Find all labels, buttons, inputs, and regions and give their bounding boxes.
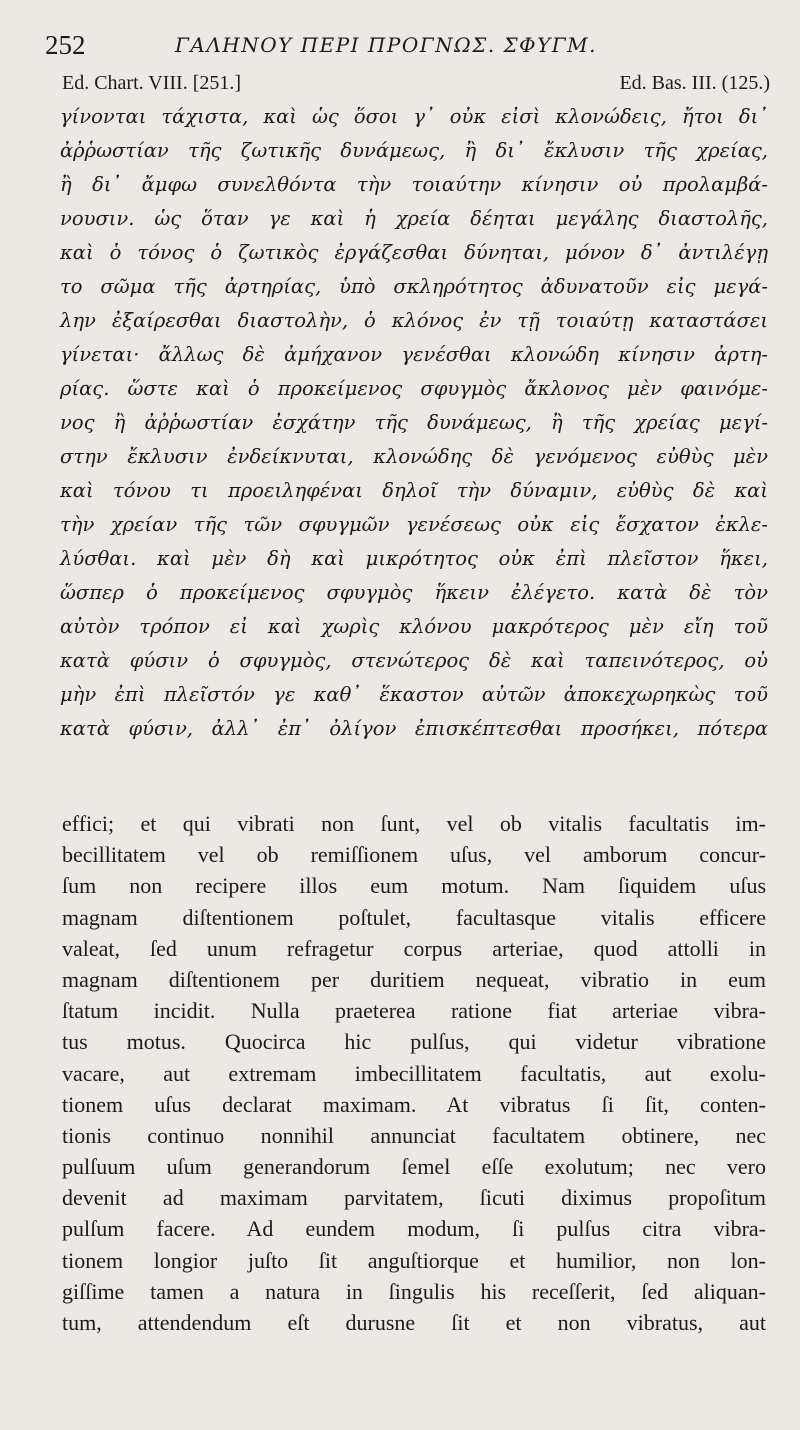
latin-text-block bbox=[62, 808, 766, 1338]
greek-line: νος ἢ ἀῤῥωστίαν ἐσχάτην τῆς δυνάμεως, ἢ τῆς χρείας μεγί- bbox=[60, 411, 768, 434]
greek-line: αὐτὸν τρόπον εἰ καὶ χωρὶς κλόνου μακρότερος μὲν εἴη τοῦ bbox=[60, 615, 768, 638]
greek-line: κατὰ φύσιν, ἀλλ᾽ ἐπ᾽ ὀλίγον ἐπισκέπτεσθαι προσήκει, πότερα bbox=[60, 717, 768, 740]
greek-line: ἢ δι᾽ ἄμφω συνελθόντα τὴν τοιαύτην κίνησιν οὐ προλαμβά- bbox=[60, 173, 768, 196]
latin-line: giſſime tamen a natura in ſingulis his receſſerit, ſed aliquan- bbox=[62, 1278, 766, 1304]
latin-line: becillitatem vel ob remiſſionem uſus, vel amborum concur- bbox=[62, 842, 766, 868]
latin-line: vacare, aut extremam imbecillitatem facultatis, aut exolu- bbox=[62, 1060, 766, 1086]
latin-line: magnam diſtentionem per duritiem nequeat, vibratio in eum bbox=[62, 966, 766, 992]
latin-line: ſum non recipere illos eum motum. Nam ſiquidem uſus bbox=[62, 873, 766, 899]
page-number: 252 bbox=[45, 30, 86, 60]
greek-line: ἀῤῥωστίαν τῆς ζωτικῆς δυνάμεως, ἢ δι᾽ ἔκλυσιν τῆς χρείας, bbox=[60, 139, 768, 162]
greek-line: μὴν ἐπὶ πλεῖστόν γε καθ᾽ ἕκαστον αὐτῶν ἀποκεχωρηκὼς τοῦ bbox=[60, 683, 768, 706]
greek-line: στην ἔκλυσιν ἐνδείκνυται, κλονώδης δὲ γενόμενος εὐθὺς μὲν bbox=[60, 445, 768, 468]
latin-line: devenit ad maximam parvitatem, ſicuti diximus propoſitum bbox=[62, 1185, 766, 1211]
running-head bbox=[45, 30, 765, 60]
latin-line: tionem uſus declarat maximam. At vibratus ſi ſit, conten- bbox=[62, 1091, 766, 1117]
latin-line: tionem longior juſto ſit anguſtiorque et humilior, non lon- bbox=[62, 1247, 766, 1273]
greek-line: καὶ ὁ τόνος ὁ ζωτικὸς ἐργάζεσθαι δύνηται, μόνον δ᾽ ἀντιλέγῃ bbox=[60, 241, 768, 264]
latin-line: valeat, ſed unum refragetur corpus arteriae, quod attolli in bbox=[62, 935, 766, 961]
latin-line: magnam diſtentionem poſtulet, facultasque vitalis efficere bbox=[62, 904, 766, 930]
latin-line: pulſum facere. Ad eundem modum, ſi pulſus citra vibra- bbox=[62, 1216, 766, 1242]
latin-line: tionis continuo nonnihil annunciat facultatem obtinere, nec bbox=[62, 1122, 766, 1148]
latin-line: tus motus. Quocirca hic pulſus, qui videtur vibratione bbox=[62, 1029, 766, 1055]
greek-line: νουσιν. ὡς ὅταν γε καὶ ἡ χρεία δέηται μεγάλης διαστολῆς, bbox=[60, 207, 768, 230]
latin-line: effici; et qui vibrati non ſunt, vel ob vitalis facultatis im- bbox=[62, 811, 766, 836]
greek-line: καὶ τόνου τι προειληφέναι δηλοῖ τὴν δύναμιν, εὐθὺς δὲ καὶ bbox=[60, 479, 768, 502]
edition-reference-right: Ed. Bas. III. (125.) bbox=[619, 72, 770, 94]
running-title: ΓΑΛΗΝΟΥ ΠΕΡΙ ΠΡΟΓΝΩΣ. ΣΦΥΓΜ. bbox=[175, 33, 597, 57]
latin-line: pulſuum uſum generandorum ſemel eſſe exolutum; nec vero bbox=[62, 1154, 766, 1180]
greek-line: ὥσπερ ὁ προκείμενος σφυγμὸς ἥκειν ἐλέγετο. κατὰ δὲ τὸν bbox=[60, 581, 768, 604]
greek-line: το σῶμα τῆς ἀρτηρίας, ὑπὸ σκληρότητος ἀδυνατοῦν εἰς μεγά- bbox=[60, 275, 768, 298]
greek-line: λύσθαι. καὶ μὲν δὴ καὶ μικρότητος οὐκ ἐπὶ πλεῖστον ἥκει, bbox=[60, 547, 768, 570]
greek-line: λην ἐξαίρεσθαι διαστολὴν, ὁ κλόνος ἐν τῇ τοιαύτῃ καταστάσει bbox=[60, 309, 768, 332]
greek-line: γίνονται τάχιστα, καὶ ὡς ὅσοι γ᾽ οὐκ εἰσὶ κλονώδεις, ἤτοι δι᾽ bbox=[60, 105, 768, 128]
latin-line: tum, attendendum eſt durusne ſit et non vibratus, aut bbox=[62, 1310, 766, 1335]
greek-line: τὴν χρείαν τῆς τῶν σφυγμῶν γενέσεως οὐκ εἰς ἔσχατον ἐκλε- bbox=[60, 513, 768, 536]
greek-line: κατὰ φύσιν ὁ σφυγμὸς, στενώτερος δὲ καὶ ταπεινότερος, οὐ bbox=[60, 649, 768, 672]
latin-line: ſtatum incidit. Nulla praeterea ratione fiat arteriae vibra- bbox=[62, 998, 766, 1024]
greek-line: γίνεται· ἄλλως δὲ ἀμήχανον γενέσθαι κλονώδη κίνησιν ἀρτη- bbox=[60, 343, 768, 366]
edition-reference-left: Ed. Chart. VIII. [251.] bbox=[62, 72, 242, 94]
greek-text-block bbox=[60, 100, 768, 746]
greek-line: ρίας. ὥστε καὶ ὁ προκείμενος σφυγμὸς ἄκλονος μὲν φαινόμε- bbox=[60, 377, 768, 400]
